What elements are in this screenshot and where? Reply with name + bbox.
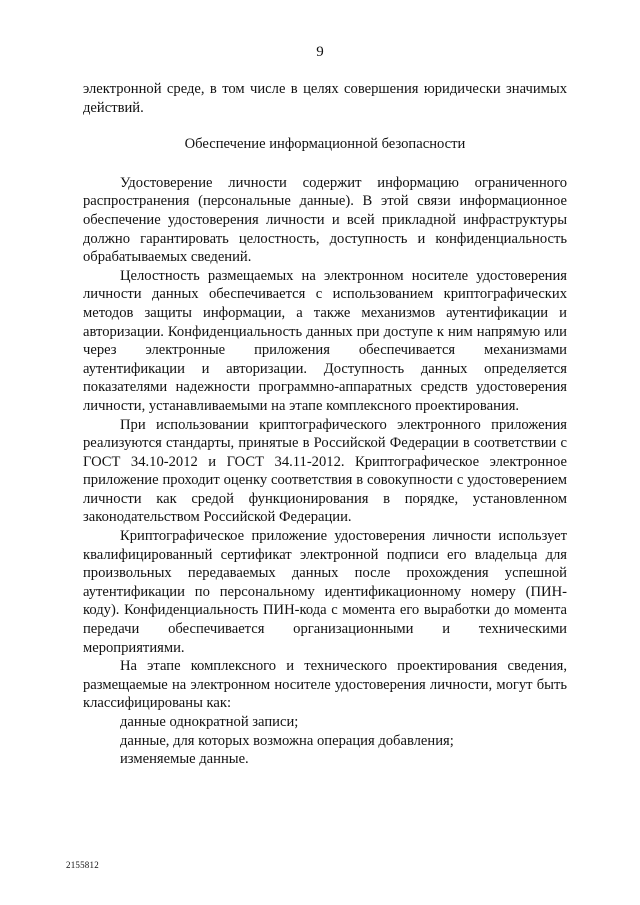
- paragraph: Удостоверение личности содержит информацию ограниченного распространения (персональные данные). В этой связи информационное обеспечение удостоверения личности и всей прикладной инфраструктуры должно гарантировать целостность, доступность и конфиденциальность обрабатываемых сведений.: [83, 174, 567, 266]
- paragraph: При использовании криптографического электронного приложения реализуются стандарты, принятые в Российской Федерации в соответствии с ГОСТ 34.10-2012 и ГОСТ 34.11-2012. Криптографическое электронное приложение проходит оценку соответствия в совокупности с удостоверением личности как средой функционирования в порядке, установленном законодательством Российской Федерации.: [83, 416, 567, 526]
- section-heading: Обеспечение информационной безопасности: [184, 136, 466, 153]
- list-item: данные однократной записи;: [120, 714, 299, 730]
- page-number: 9: [316, 44, 324, 60]
- list-item: данные, для которых возможна операция добавления;: [120, 732, 454, 749]
- list-item: изменяемые данные.: [120, 751, 249, 768]
- paragraph: На этапе комплексного и технического проектирования сведения, размещаемые на электронном носителе удостоверения личности, могут быть классифицированы как:: [83, 658, 567, 712]
- continuation-paragraph: электронной среде, в том числе в целях совершения юридически значимых действий.: [83, 81, 567, 116]
- body-text: [83, 80, 567, 769]
- paragraph: Криптографическое приложение удостоверения личности использует квалифицированный сертификат электронной подписи его владельца для произвольных передаваемых данных после прохождения успешной аутентификации по персональному идентификационному номеру (ПИН-коду). Конфиденциальность ПИН-кода с момента его выработки до момента передачи обеспечивается организационными и техническими мероприятиями.: [83, 528, 567, 656]
- paragraph: Целостность размещаемых на электронном носителе удостоверения личности данных обеспечивается с использованием криптографических методов защиты информации, а также механизмов аутентификации и авторизации. Конфиденциальность данных при доступе к ним напрямую или через электронные приложения обеспечивается механизмами аутентификации и авторизации. Доступность данных определяется показателями надежности программно-аппаратных средств удостоверения личности, устанавливаемыми на этапе комплексного проектирования.: [83, 267, 567, 414]
- document-code: 2155812: [66, 860, 99, 870]
